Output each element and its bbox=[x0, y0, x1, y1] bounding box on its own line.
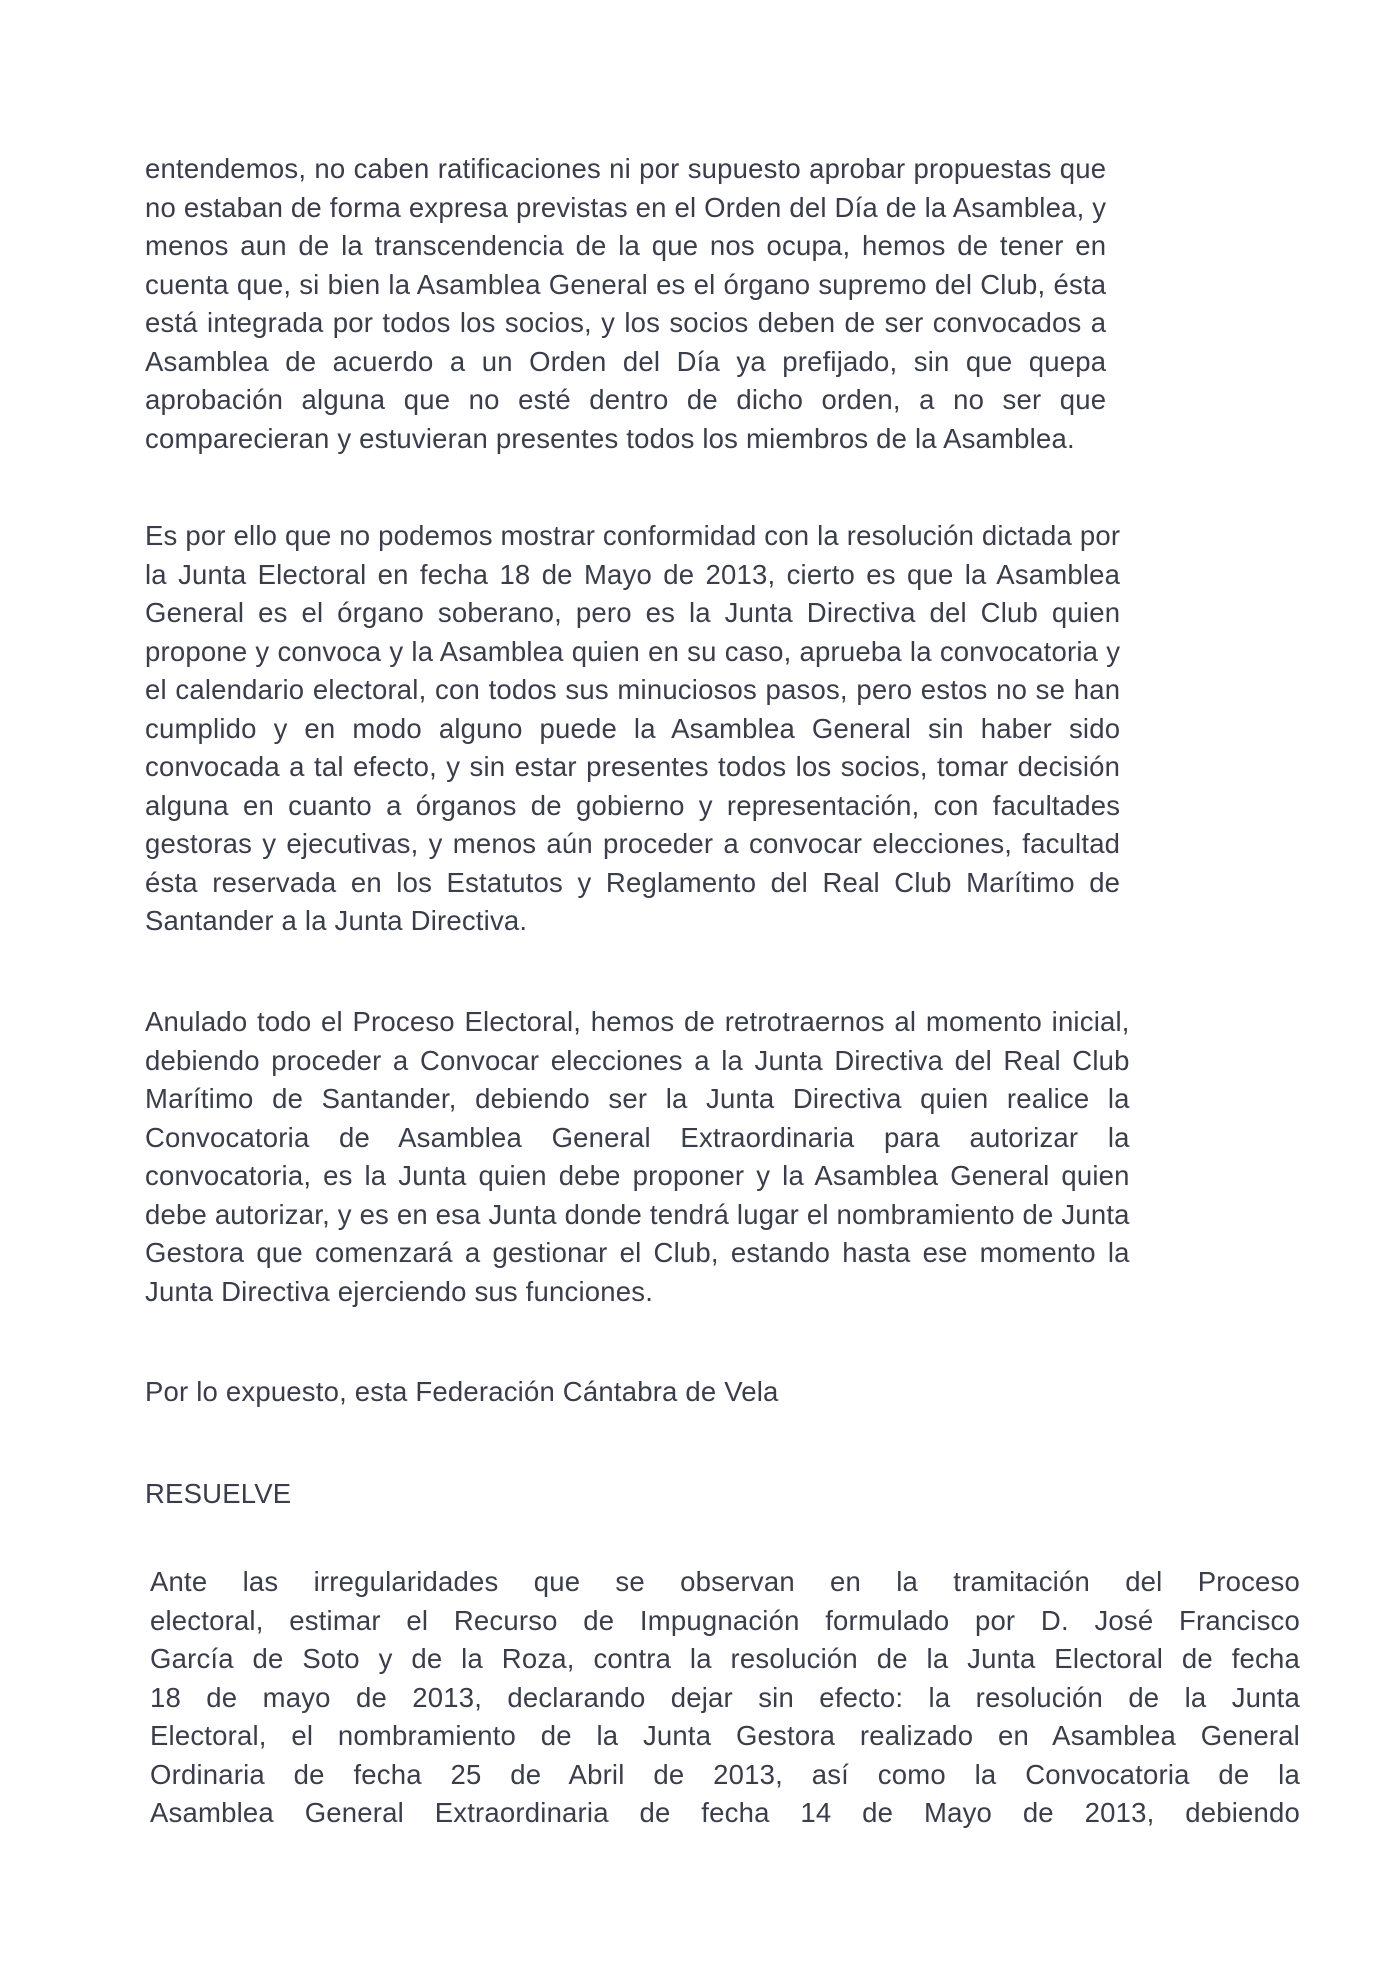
text-line: Asamblea General Extraordinaria de fecha 14 de Mayo de 2013, debiendo bbox=[150, 1797, 1300, 1828]
text-line: Gestora que comenzará a gestionar el Club, estando hasta ese momento la bbox=[145, 1237, 1130, 1268]
text-line: menos aun de la transcendencia de la que nos ocupa, hemos de tener en bbox=[145, 230, 1107, 261]
text-line: entendemos, no caben ratificaciones ni por supuesto aprobar propuestas que bbox=[145, 153, 1107, 184]
text-line: ésta reservada en los Estatutos y Reglamento del Real Club Marítimo de bbox=[145, 866, 1121, 898]
text-line: propone y convoca y la Asamblea quien en su caso, aprueba la convocatoria y bbox=[145, 635, 1121, 667]
paragraph-conformidad bbox=[145, 517, 1120, 941]
text-line: Junta Directiva ejerciendo sus funciones. bbox=[145, 1275, 654, 1307]
text-line: Por lo expuesto, esta Federación Cántabra de Vela bbox=[145, 1376, 779, 1407]
text-line: Asamblea de acuerdo a un Orden del Día ya prefijado, sin que quepa bbox=[145, 345, 1107, 377]
resuelve-heading bbox=[145, 1475, 291, 1514]
text-line: Anulado todo el Proceso Electoral, hemos de retrotraernos al momento inicial, bbox=[145, 1006, 1130, 1037]
text-line: comparecieran y estuvieran presentes todos los miembros de la Asamblea. bbox=[145, 422, 1075, 454]
text-line: convocatoria, es la Junta quien debe proponer y la Asamblea General quien bbox=[145, 1160, 1130, 1191]
text-line: no estaban de forma expresa previstas en el Orden del Día de la Asamblea, y bbox=[145, 191, 1107, 223]
text-line: alguna en cuanto a órganos de gobierno y representación, con facultades bbox=[145, 789, 1121, 821]
text-line: cumplido y en modo alguno puede la Asamblea General sin haber sido bbox=[145, 712, 1121, 744]
text-line: Es por ello que no podemos mostrar conformidad con la resolución dictada por bbox=[145, 520, 1121, 551]
text-line: Electoral, el nombramiento de la Junta Gestora realizado en Asamblea General bbox=[150, 1720, 1300, 1751]
text-line: la Junta Electoral en fecha 18 de Mayo de 2013, cierto es que la Asamblea bbox=[145, 558, 1121, 590]
text-line: 18 de mayo de 2013, declarando dejar sin efecto: la resolución de la Junta bbox=[150, 1681, 1300, 1713]
text-line: Marítimo de Santander, debiendo ser la Junta Directiva quien realice la bbox=[145, 1083, 1130, 1114]
paragraph-anulado bbox=[145, 1003, 1130, 1311]
text-line: el calendario electoral, con todos sus minuciosos pasos, pero estos no se han bbox=[145, 674, 1121, 705]
text-line: General es el órgano soberano, pero es la Junta Directiva del Club quien bbox=[145, 597, 1121, 628]
text-line: Santander a la Junta Directiva. bbox=[145, 905, 528, 936]
text-line: está integrada por todos los socios, y los socios deben de ser convocados a bbox=[145, 307, 1107, 338]
text-line: Ante las irregularidades que se observan en la tramitación del Proceso bbox=[150, 1566, 1300, 1597]
text-line: debe autorizar, y es en esa Junta donde tendrá lugar el nombramiento de Junta bbox=[145, 1198, 1130, 1230]
text-line: Ordinaria de fecha 25 de Abril de 2013, así como la Convocatoria de la bbox=[150, 1758, 1300, 1790]
paragraph-expuesto bbox=[145, 1373, 779, 1412]
text-line: debiendo proceder a Convocar elecciones a la Junta Directiva del Real Club bbox=[145, 1044, 1130, 1076]
text-line: RESUELVE bbox=[145, 1478, 292, 1509]
text-line: aprobación alguna que no esté dentro de dicho orden, a no ser que bbox=[145, 384, 1107, 415]
paragraph-ratificaciones bbox=[145, 150, 1106, 458]
text-line: Convocatoria de Asamblea General Extraordinaria para autorizar la bbox=[145, 1121, 1130, 1153]
text-line: García de Soto y de la Roza, contra la resolución de la Junta Electoral de fecha bbox=[150, 1643, 1300, 1674]
text-line: convocada a tal efecto, y sin estar presentes todos los socios, tomar decisión bbox=[145, 751, 1121, 782]
text-line: gestoras y ejecutivas, y menos aún proceder a convocar elecciones, facultad bbox=[145, 828, 1121, 859]
text-line: cuenta que, si bien la Asamblea General es el órgano supremo del Club, ésta bbox=[145, 268, 1107, 300]
text-line: electoral, estimar el Recurso de Impugnación formulado por D. José Francisco bbox=[150, 1604, 1300, 1636]
paragraph-resolucion bbox=[150, 1563, 1300, 1833]
